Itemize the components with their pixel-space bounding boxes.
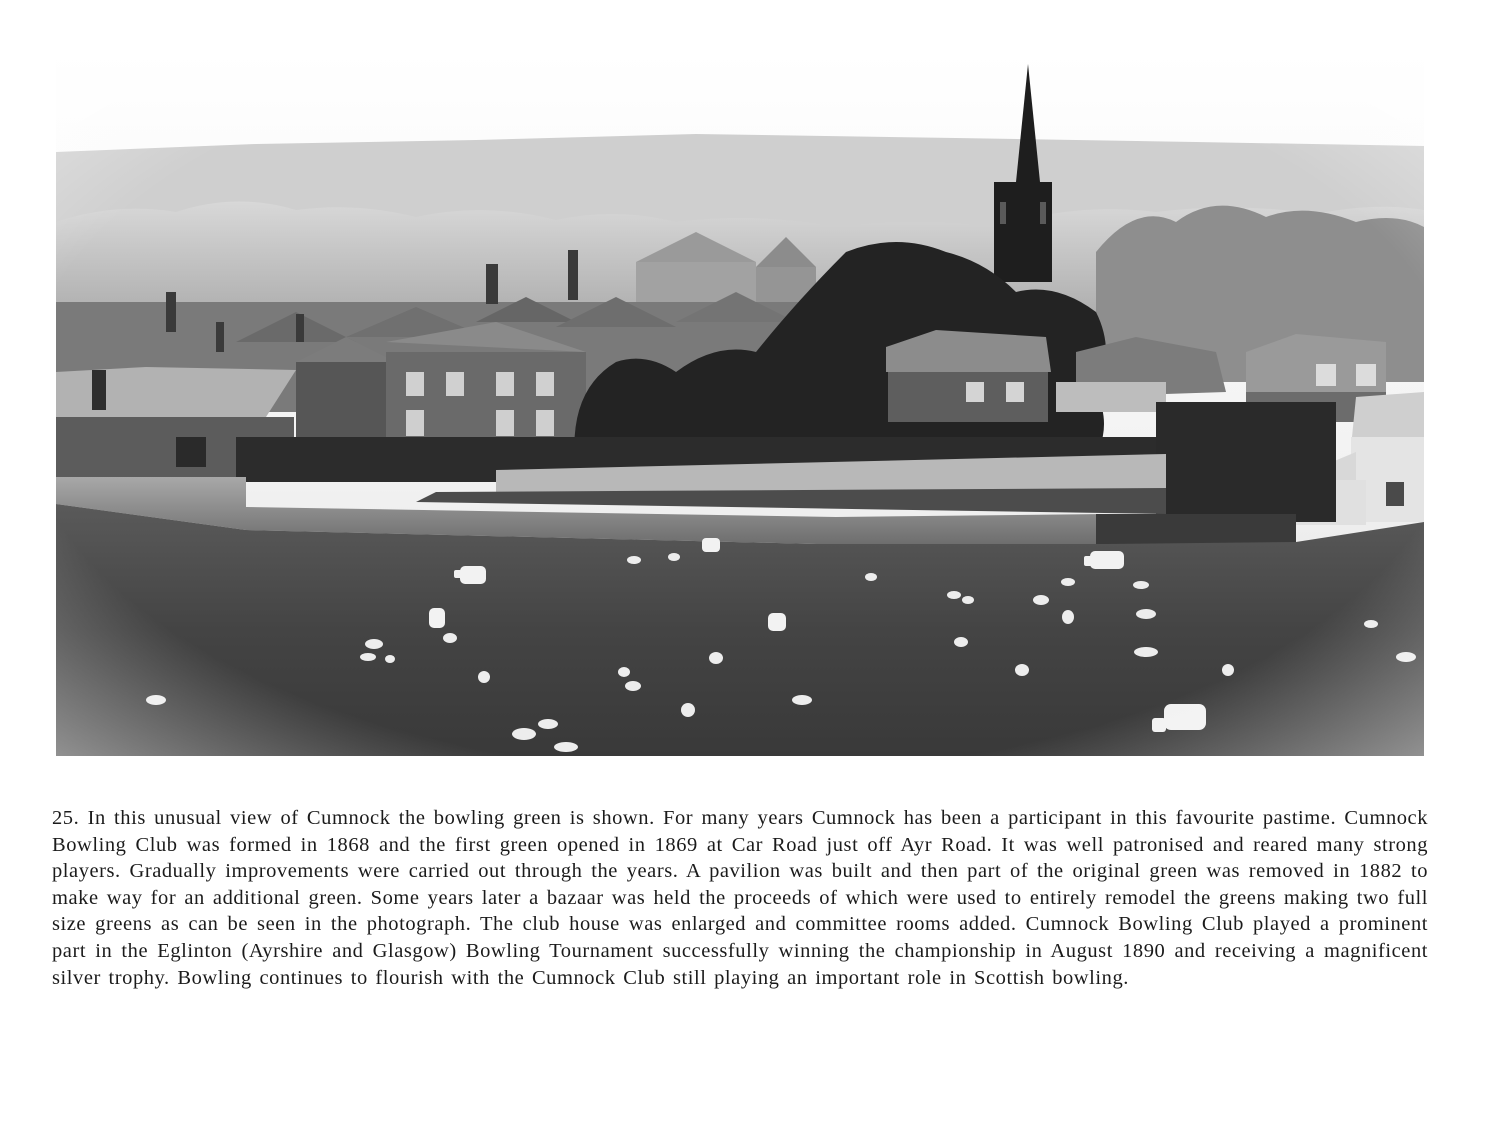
photo-caption: 25. In this unusual view of Cumnock the bowling green is shown. For many years Cumnock has been a participant in this favourite pastime. Cumnock Bowling Club was formed in 1868 and the first green opened in 1869 at Car Road just off Ayr Road. It was well patronised and reared many strong players. Gradually improvements were carried out through the years. A pavilion was built and then part of the original green was removed in 1882 to make way for an additional green. Some years later a bazaar was held the proceeds of which were used to entirely remodel the greens making two full size greens as can be seen in the photograph. The club house was enlarged and committee rooms added. Cumnock Bowling Club played a prominent part in the Eglinton (Ayrshire and Glasgow) Bowling Tournament successfully winning the championship in August 1890 and receiving a magnificent silver trophy. Bowling continues to flourish with the Cumnock Club still playing an important role in Scottish bowling. [52,807,1428,989]
photograph-cumnock-bowling-green [56,52,1424,756]
photograph-illustration [56,52,1424,756]
plate-vignette [56,52,1424,756]
